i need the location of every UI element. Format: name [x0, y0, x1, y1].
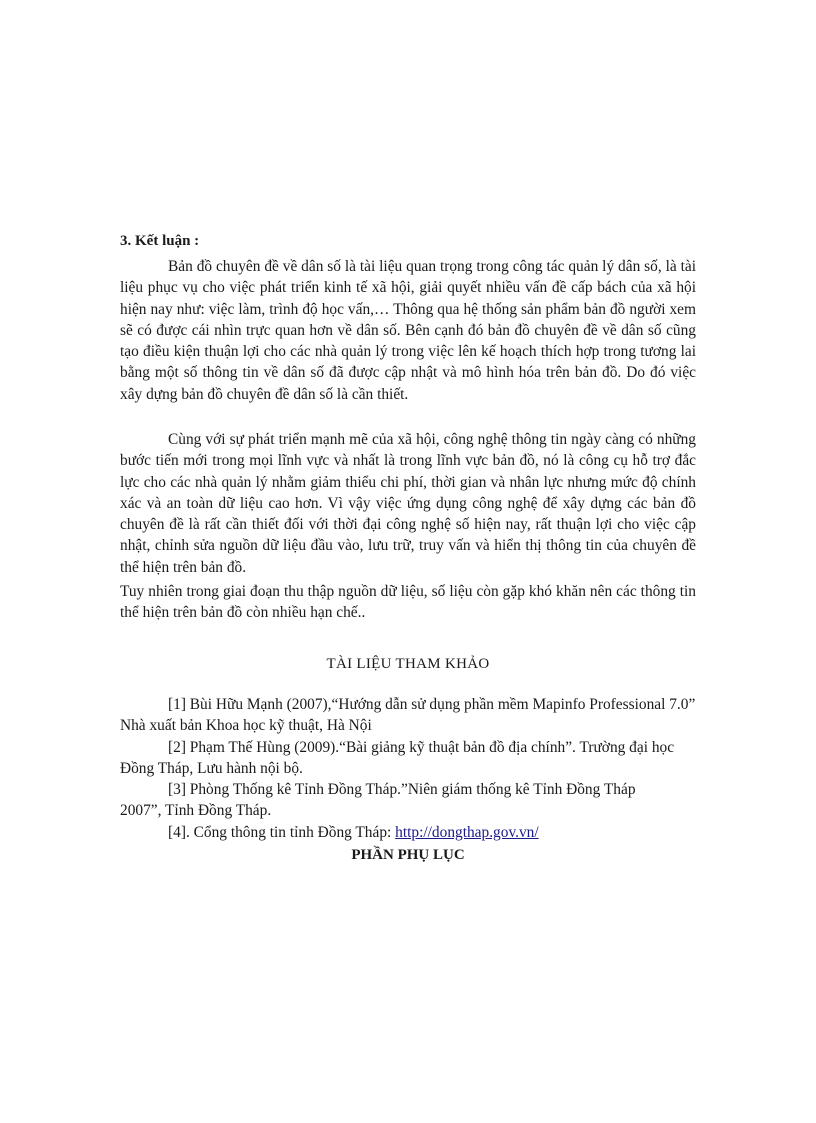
- conclusion-paragraph-3: Tuy nhiên trong giai đoạn thu thập nguồn dữ liệu, số liệu còn gặp khó khăn nên các thông tin thể hiện trên bản đồ còn nhiều hạn chế..: [120, 583, 696, 622]
- reference-item-1: [1] Bùi Hữu Mạnh (2007),“Hướng dẫn sử dụng phần mềm Mapinfo Professional 7.0” Nhà xuất bản Khoa học kỹ thuật, Hà Nội: [120, 696, 696, 734]
- reference-item-2: [2] Phạm Thế Hùng (2009).“Bài giảng kỹ thuật bản đồ địa chính”. Trường đại học Đồng Tháp, Lưu hành nội bộ.: [120, 739, 675, 777]
- conclusion-heading: 3. Kết luận :: [120, 233, 200, 249]
- references-title: TÀI LIỆU THAM KHẢO: [326, 656, 490, 672]
- reference-item-4-text: [4]. Cổng thông tin tỉnh Đồng Tháp:: [168, 824, 396, 841]
- reference-item-4: [120, 822, 696, 843]
- conclusion-paragraph-1: Bản đồ chuyên đề về dân số là tài liệu quan trọng trong công tác quản lý dân số, là tài liệu phục vụ cho việc phát triển kinh tế xã hội, giải quyết nhiều vấn đề cấp bách của xã hội hiện nay như: việc làm, trình độ học vấn,… Thông qua hệ thống sản phẩm bản đồ người xem sẽ có được cái nhìn trực quan hơn về dân số. Bên cạnh đó bản đồ chuyên đề về dân số cũng tạo điều kiện thuận lợi cho các nhà quản lý trong việc lên kế hoạch thích hợp trong tương lai bằng một số thông tin về dân số đã được cập nhật và mô hình hóa trên bản đồ. Do đó việc xây dựng bản đồ chuyên đề dân số là cần thiết.: [120, 258, 696, 403]
- conclusion-paragraph-2: Cùng với sự phát triển mạnh mẽ của xã hội, công nghệ thông tin ngày càng có những bước tiến mới trong mọi lĩnh vực và nhất là trong lĩnh vực bản đồ, nó là công cụ hỗ trợ đắc lực cho các nhà quản lý nhằm giảm thiểu chi phí, thời gian và nhân lực nhưng mức độ chính xác và an toàn dữ liệu cao hơn. Vì vậy việc ứng dụng công nghệ để xây dựng các bản đồ chuyên đề là rất cần thiết đối với thời đại công nghệ số hiện nay, rất thuận lợi cho việc cập nhật, chỉnh sửa nguồn dữ liệu đầu vào, lưu trữ, truy vấn và hiển thị thông tin của chuyên đề thể hiện trên bản đồ.: [120, 431, 696, 576]
- reference-link-dongthap[interactable]: http://dongthap.gov.vn/: [395, 824, 539, 841]
- appendix-title: PHẦN PHỤ LỤC: [351, 847, 465, 863]
- reference-item-3: [3] Phòng Thống kê Tỉnh Đồng Tháp.”Niên giám thống kê Tỉnh Đồng Tháp 2007”, Tỉnh Đồng Tháp.: [120, 781, 636, 819]
